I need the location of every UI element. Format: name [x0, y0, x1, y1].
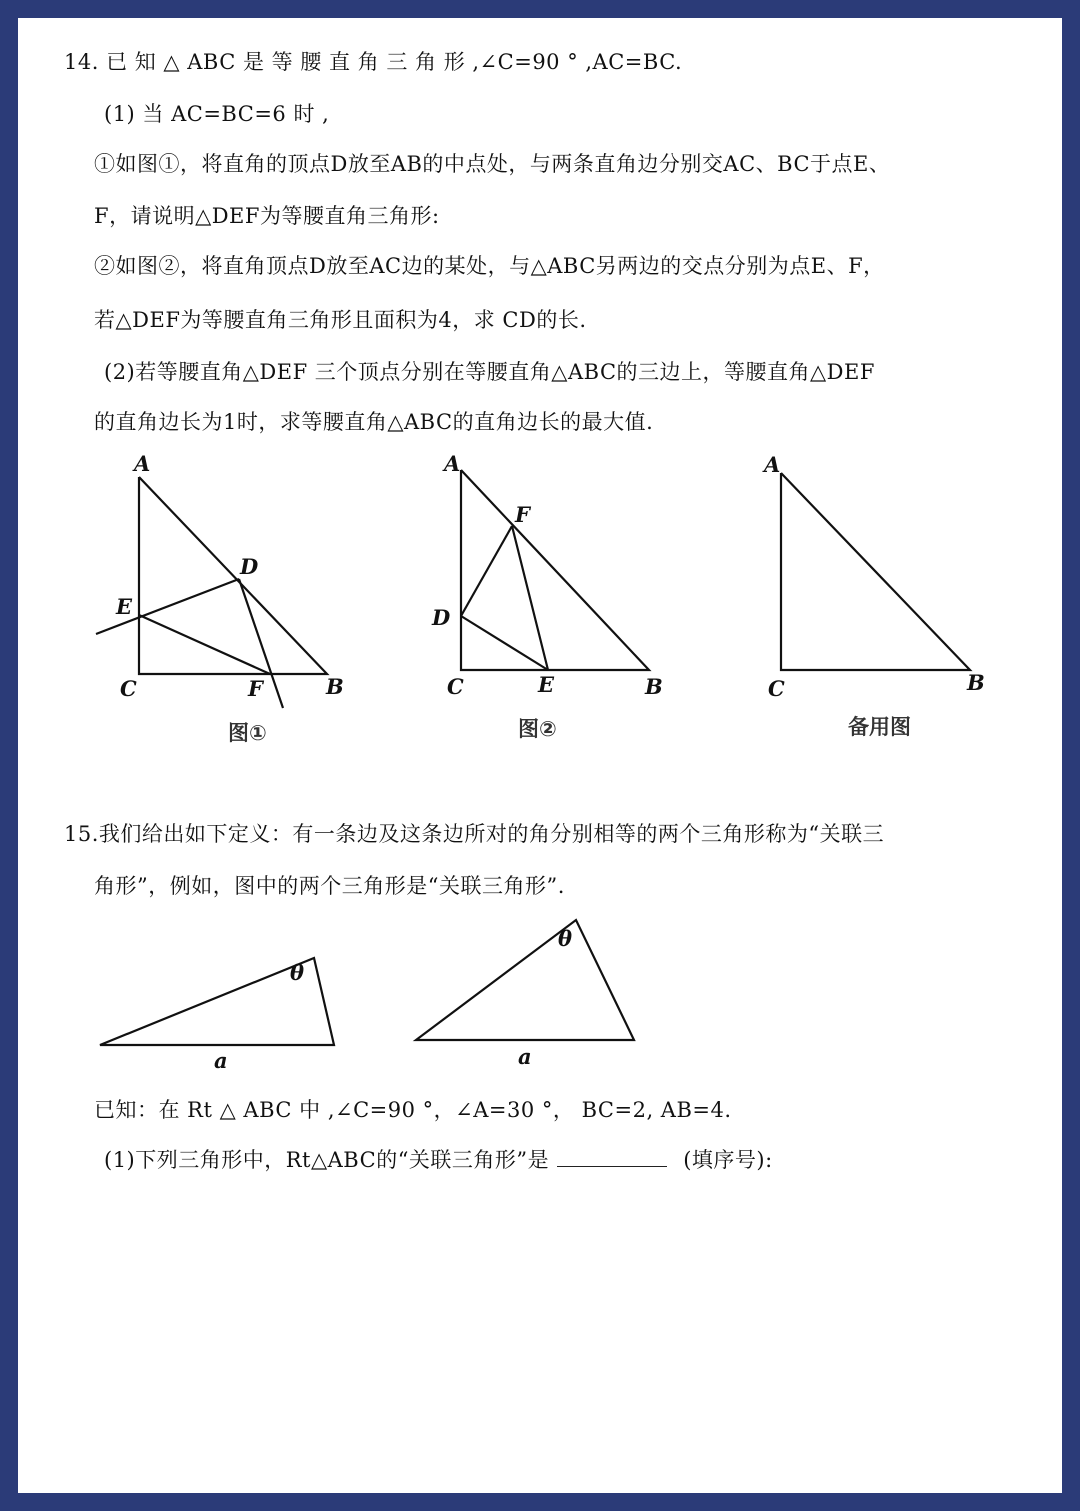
q15-line1: 15.我们给出如下定义：有一条边及这条边所对的角分别相等的两个三角形称为“关联三 [64, 822, 885, 846]
q14-line6: 若△DEF为等腰直角三角形且面积为4，求 CD的长. [94, 308, 587, 332]
fig2-segment-df [461, 526, 512, 616]
fig2-label-e: E [538, 672, 555, 697]
q15-sub1-prefix: (1)下列三角形中，Rt△ABC的“关联三角形”是 [104, 1148, 550, 1172]
q14-line2: (1) 当 AC=BC=6 时 , [104, 102, 330, 126]
tri2-side-a: a [518, 1044, 532, 1069]
related-triangle-2 [416, 920, 634, 1040]
fig2-triangle-abc [461, 470, 649, 670]
fig2-label-a: A [444, 451, 461, 476]
q15-line2: 角形”，例如，图中的两个三角形是“关联三角形”. [94, 874, 565, 898]
fig2-caption: 图② [518, 717, 557, 741]
fig1-label-e: E [116, 594, 133, 619]
figure-2 [461, 470, 649, 670]
fig2-segment-de [461, 616, 548, 670]
q14-line5: ②如图②，将直角顶点D放至AC边的某处，与△ABC另两边的交点分别为点E、F， [94, 254, 885, 278]
answer-blank[interactable] [557, 1146, 667, 1167]
q14-line8: 的直角边长为1时，求等腰直角△ABC的直角边长的最大值. [94, 410, 654, 434]
fig1-label-c: C [120, 676, 137, 701]
fig3-triangle-abc [781, 473, 970, 670]
fig3-label-a: A [764, 452, 781, 477]
q14-figures [18, 18, 1062, 778]
q15-figures [18, 898, 1062, 1078]
fig1-segment-ef [139, 615, 270, 674]
q14-line4: F，请说明△DEF为等腰直角三角形: [94, 204, 440, 228]
figure-1 [96, 477, 327, 708]
tri2-angle-theta: θ [558, 926, 573, 951]
fig1-label-d: D [240, 554, 259, 579]
figure-3 [781, 473, 970, 670]
tri1-side-a: a [214, 1048, 228, 1073]
q14-line7: (2)若等腰直角△DEF 三个顶点分别在等腰直角△ABC的三边上，等腰直角△DEF [104, 360, 875, 384]
fig1-label-f: F [248, 676, 263, 701]
fig2-segment-fe [512, 526, 548, 670]
worksheet-page [18, 18, 1062, 1493]
fig3-caption: 备用图 [848, 715, 911, 739]
q14-line3: ①如图①，将直角的顶点D放至AB的中点处，与两条直角边分别交AC、BC于点E、 [94, 152, 891, 176]
fig2-label-b: B [645, 674, 663, 699]
fig1-label-a: A [134, 451, 151, 476]
fig2-label-c: C [447, 674, 464, 699]
fig2-label-f: F [515, 502, 530, 527]
fig1-caption: 图① [228, 721, 267, 745]
fig3-label-c: C [768, 676, 785, 701]
fig1-triangle-abc [139, 477, 327, 674]
q15-sub1-suffix: (填序号): [683, 1148, 773, 1172]
q15-given: 已知：在 Rt △ ABC 中 ,∠C=90 °，∠A=30 °， BC=2, AB=4. [94, 1098, 732, 1122]
fig3-label-b: B [967, 670, 985, 695]
tri1-angle-theta: θ [290, 960, 305, 985]
q15-sub1 [104, 1144, 773, 1174]
fig2-label-d: D [432, 605, 451, 630]
fig1-label-b: B [326, 674, 344, 699]
q14-line1: 14. 已 知 △ ABC 是 等 腰 直 角 三 角 形 ,∠C=90 ° ,AC=BC. [64, 50, 683, 74]
